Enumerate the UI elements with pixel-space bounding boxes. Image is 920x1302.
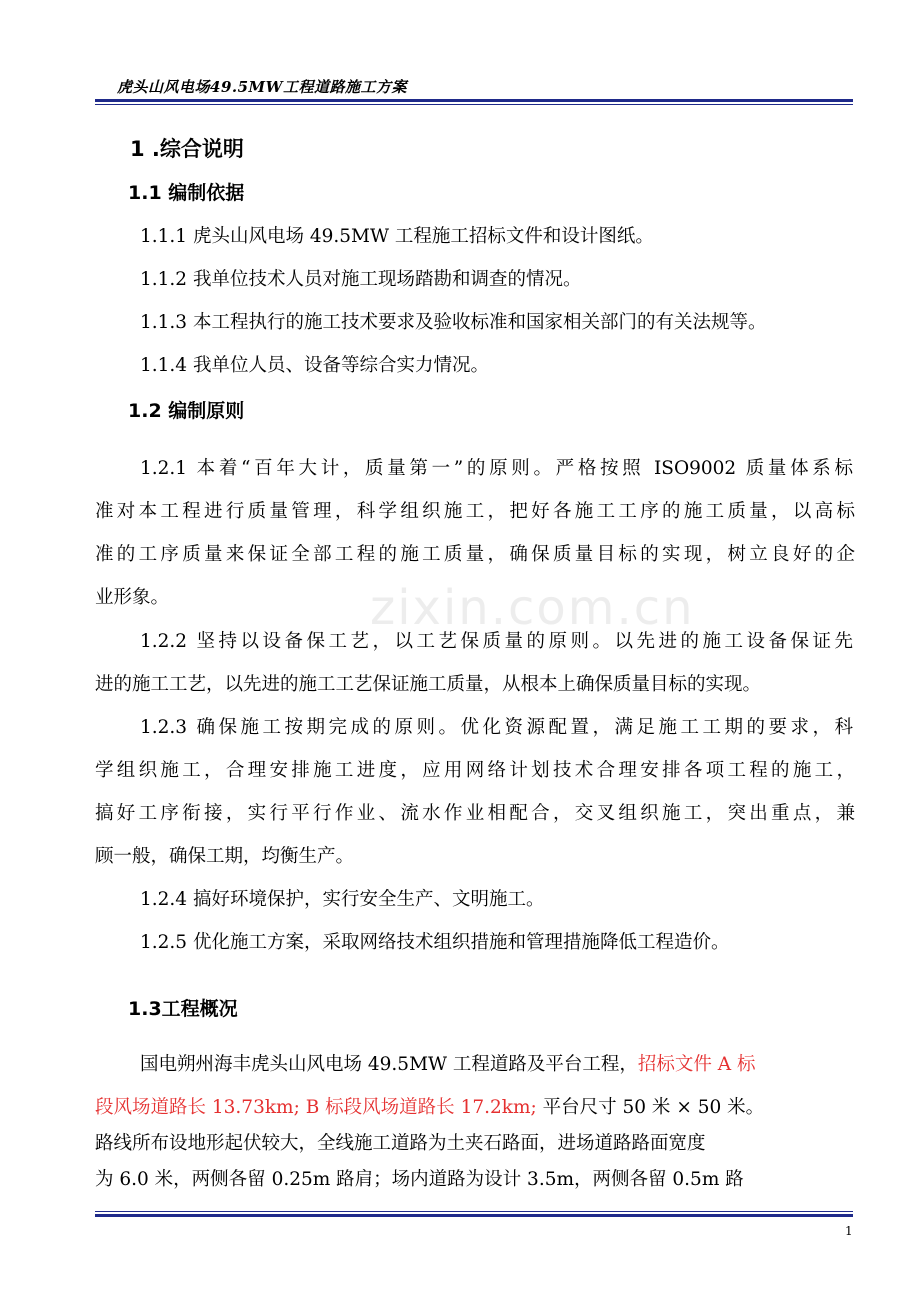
paragraph-line: 学组织施工，合理安排施工进度，应用网络计划技术合理安排各项工程的施工， [95,760,855,781]
footer-rule-thin [95,1211,853,1212]
paragraph-line: 1.2.5 优化施工方案，采取网络技术组织措施和管理措施降低工程造价。 [140,932,730,953]
list-item: 1.1.4 我单位人员、设备等综合实力情况。 [140,355,489,376]
list-item: 1.1.1 虎头山风电场 49.5MW 工程施工招标文件和设计图纸。 [140,226,654,247]
section-1-1-heading: 1.1 编制依据 [128,182,245,204]
paragraph-line [140,1050,756,1076]
overview-text: 国电朔州海丰虎头山风电场 49.5MW 工程道路及平台工程， [140,1054,638,1075]
paragraph-line: 进的施工工艺，以先进的施工工艺保证施工质量，从根本上确保质量目标的实现。 [95,674,762,695]
list-item: 1.1.3 本工程执行的施工技术要求及验收标准和国家相关部门的有关法规等。 [140,312,767,333]
section-1-2-heading: 1.2 编制原则 [128,400,245,422]
paragraph-line: 1.2.4 搞好环境保护，实行安全生产、文明施工。 [140,889,545,910]
header-rule-thin [95,104,853,105]
paragraph-line: 路线所布设地形起伏较大，全线施工道路为土夹石路面，进场道路路面宽度 [95,1133,706,1154]
paragraph-line: 业形象。 [95,587,170,608]
footer-rule-thick [95,1214,853,1217]
section-1-3-heading: 1.3工程概况 [128,998,238,1020]
overview-text: 平台尺寸 50 米 × 50 米。 [536,1097,765,1118]
paragraph-line: 1.2.1 本着“百年大计，质量第一”的原则。严格按照 ISO9002 质量体系标 [140,458,853,479]
header-title: 虎头山风电场49.5MW工程道路施工方案 [117,78,407,96]
header-rule-thick [95,99,853,102]
paragraph-line: 为 6.0 米，两侧各留 0.25m 路肩；场内道路为设计 3.5m，两侧各留 0.5m 路 [95,1169,744,1190]
list-item: 1.1.2 我单位技术人员对施工现场踏勘和调查的情况。 [140,269,582,290]
paragraph-line: 准对本工程进行质量管理，科学组织施工，把好各施工工序的施工质量，以高标 [95,501,855,522]
paragraph-line: 1.2.3 确保施工按期完成的原则。优化资源配置，满足施工工期的要求，科 [140,717,853,738]
paragraph-line [95,1093,764,1119]
paragraph-line: 1.2.2 坚持以设备保工艺，以工艺保质量的原则。以先进的施工设备保证先 [140,631,853,652]
overview-highlight: 段风场道路长 13.73km; B 标段风场道路长 17.2km; [95,1097,537,1118]
paragraph-line: 顾一般，确保工期，均衡生产。 [95,846,355,867]
paragraph-line: 搞好工序衔接，实行平行作业、流水作业相配合，交叉组织施工，突出重点，兼 [95,803,855,824]
section-1-heading: 1 .综合说明 [130,137,244,161]
page-header [95,78,853,96]
paragraph-line: 准的工序质量来保证全部工程的施工质量，确保质量目标的实现，树立良好的企 [95,544,855,565]
watermark: zixin.com.cn [370,580,695,636]
overview-highlight: 招标文件 A 标 [637,1054,756,1075]
page-number: 1 [845,1224,853,1238]
